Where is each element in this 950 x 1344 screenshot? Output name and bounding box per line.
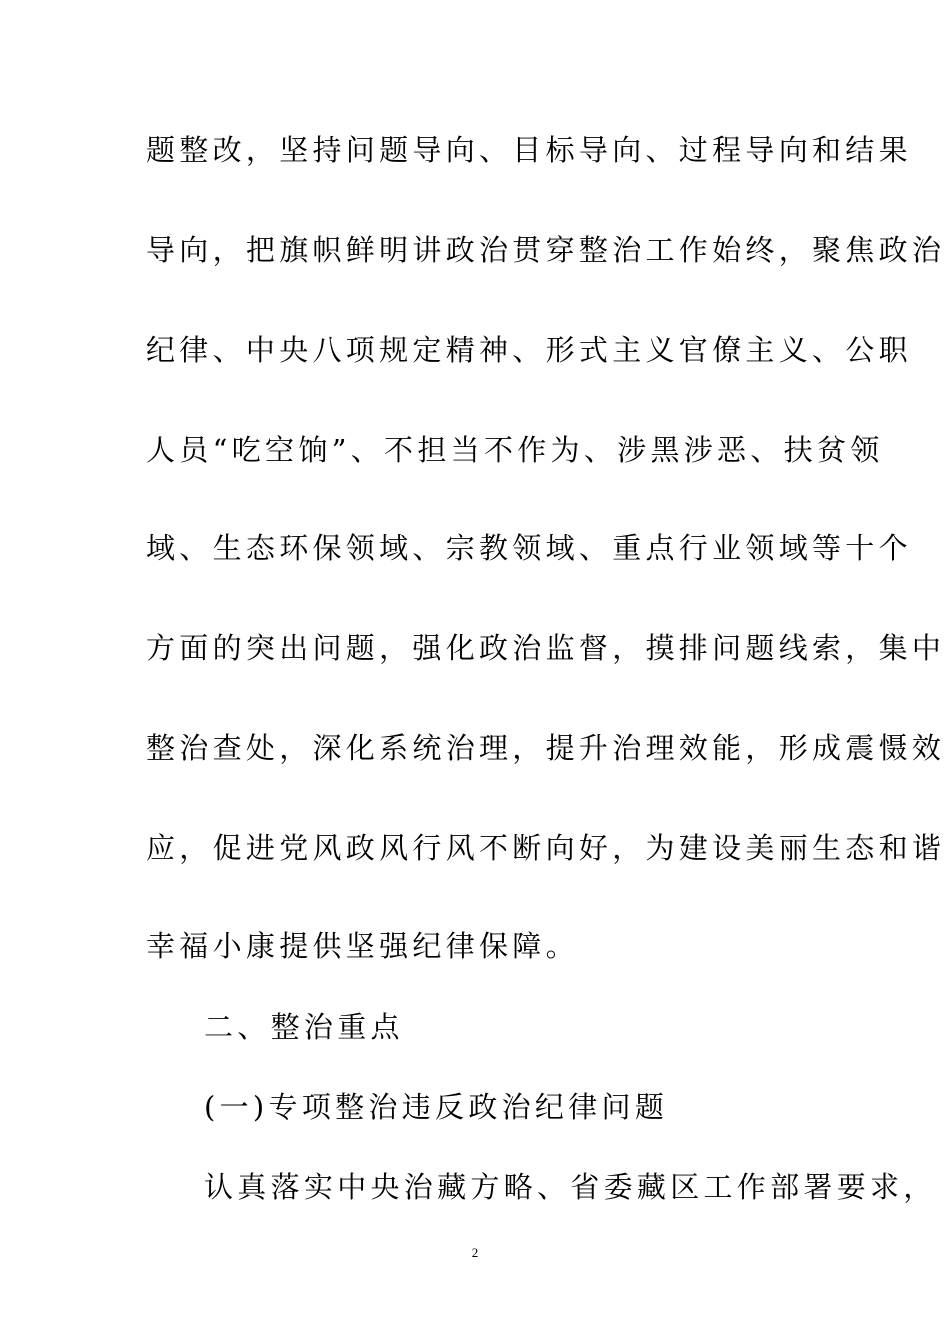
section-heading: 二、整治重点 xyxy=(204,1010,404,1044)
subsection-heading: (一)专项整治违反政治纪律问题 xyxy=(204,1090,669,1124)
paragraph-line: 域、生态环保领域、宗教领域、重点行业领域等十个 xyxy=(146,531,912,565)
page-number: 2 xyxy=(471,1245,479,1260)
paragraph-line: 题整改，坚持问题导向、目标导向、过程导向和结果 xyxy=(146,133,912,167)
paragraph-line: 认真落实中央治藏方略、省委藏区工作部署要求， xyxy=(204,1170,937,1204)
paragraph-line: 幸福小康提供坚强纪律保障。 xyxy=(146,929,579,963)
paragraph-line: 导向，把旗帜鲜明讲政治贯穿整治工作始终，聚焦政治 xyxy=(146,233,946,267)
paragraph-line: 应，促进党风政风行风不断向好，为建设美丽生态和谐 xyxy=(146,831,946,865)
paragraph-line: 纪律、中央八项规定精神、形式主义官僚主义、公职 xyxy=(146,333,912,367)
paragraph-line: 方面的突出问题，强化政治监督，摸排问题线索，集中 xyxy=(146,631,946,665)
paragraph-line: 整治查处，深化系统治理，提升治理效能，形成震慑效 xyxy=(146,731,946,765)
paragraph-line: 人员“吃空饷”、不担当不作为、涉黑涉恶、扶贫领 xyxy=(146,433,884,467)
